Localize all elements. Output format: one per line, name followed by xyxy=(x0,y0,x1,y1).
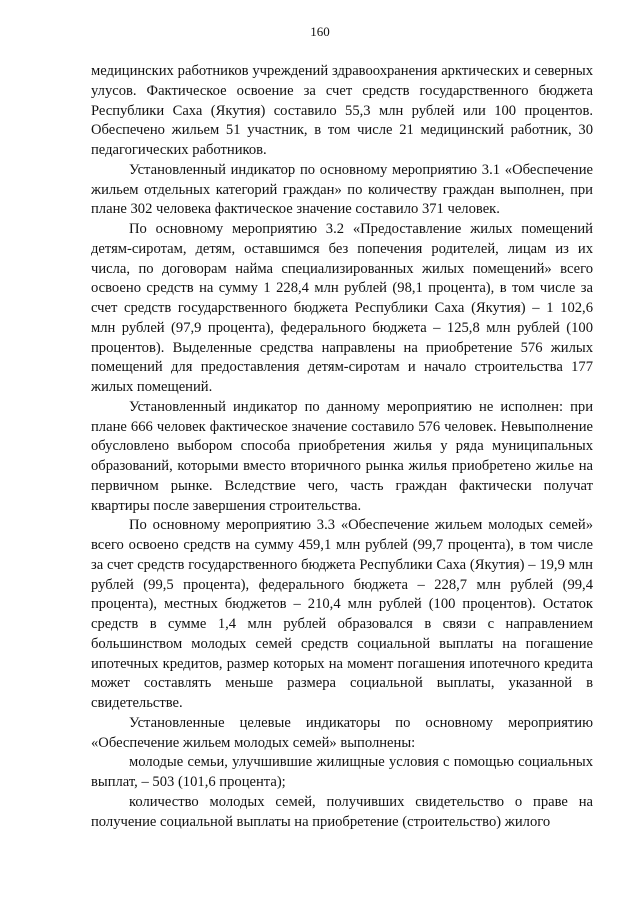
paragraph-indicators-3-3: Установленные целевые индикаторы по основному мероприятию «Обеспечение жильем молодых семей» выполнены: xyxy=(91,714,593,751)
paragraph-certificates: количество молодых семей, получивших свидетельство о праве на получение социальной выплаты на приобретение (строительство) жилого xyxy=(91,793,593,830)
paragraph-indicator-3-2: Установленный индикатор по данному мероприятию не исполнен: при плане 666 человек фактическое значение составило 576 человек. Невыполнение обусловлено выбором способа приобретения жилья у ряда муниципальных образований, которыми вместо вторичного рынка жилья приобретено жилье на первичном рынке. Вследствие чего, часть граждан фактически получат квартиры после завершения строительства. xyxy=(91,398,593,514)
paragraph-measure-3-2: По основному мероприятию 3.2 «Предоставление жилых помещений детям-сиротам, детям, оставшимся без попечения родителей, лицам из их числа, по договорам найма специализированных жилых помещений» всего освоено средств на сумму 1 228,4 млн рублей (98,1 процента), в том числе за счет средств государственного бюджета Республики Саха (Якутия) – 1 102,6 млн рублей (97,9 процента), федерального бюджета – 125,8 млн рублей (100 процентов). Выделенные средства направлены на приобретение 576 жилых помещений для предоставления детям-сиротам и начало строительства 177 жилых помещений. xyxy=(91,221,593,395)
paragraph-measure-3-3: По основному мероприятию 3.3 «Обеспечение жильем молодых семей» всего освоено средств на сумму 459,1 млн рублей (99,7 процента), в том числе за счет средств государственного бюджета Республики Саха (Якутия) – 19,9 млн рублей (99,5 процента), федерального бюджета – 228,7 млн рублей (99,4 процента), местных бюджетов – 210,4 млн рублей (100 процентов). Остаток средств в сумме 1,4 млн рублей образовался в связи с направлением большинством молодых семей средств социальной выплаты на погашение ипотечных кредитов, размер которых на момент погашения ипотечного кредита может составлять меньше размера социальной выплаты, указанной в свидетельстве. xyxy=(91,517,593,711)
document-body xyxy=(91,62,593,832)
paragraph-young-families: молодые семьи, улучшившие жилищные условия с помощью социальных выплат, – 503 (101,6 процента); xyxy=(91,754,593,790)
page-number: 160 xyxy=(310,24,330,39)
paragraph-indicator-3-1: Установленный индикатор по основному мероприятию 3.1 «Обеспечение жильем отдельных категорий граждан» по количеству граждан выполнен, при плане 302 человека фактическое значение составило 371 человек. xyxy=(91,161,593,218)
paragraph-continuation: медицинских работников учреждений здравоохранения арктических и северных улусов. Фактическое освоение за счет средств государственного бюджета Республики Саха (Якутия) составило 55,3 млн рублей или 100 процентов. Обеспечено жильем 51 участник, в том числе 21 медицинский работник, 30 педагогических работников. xyxy=(91,63,593,158)
